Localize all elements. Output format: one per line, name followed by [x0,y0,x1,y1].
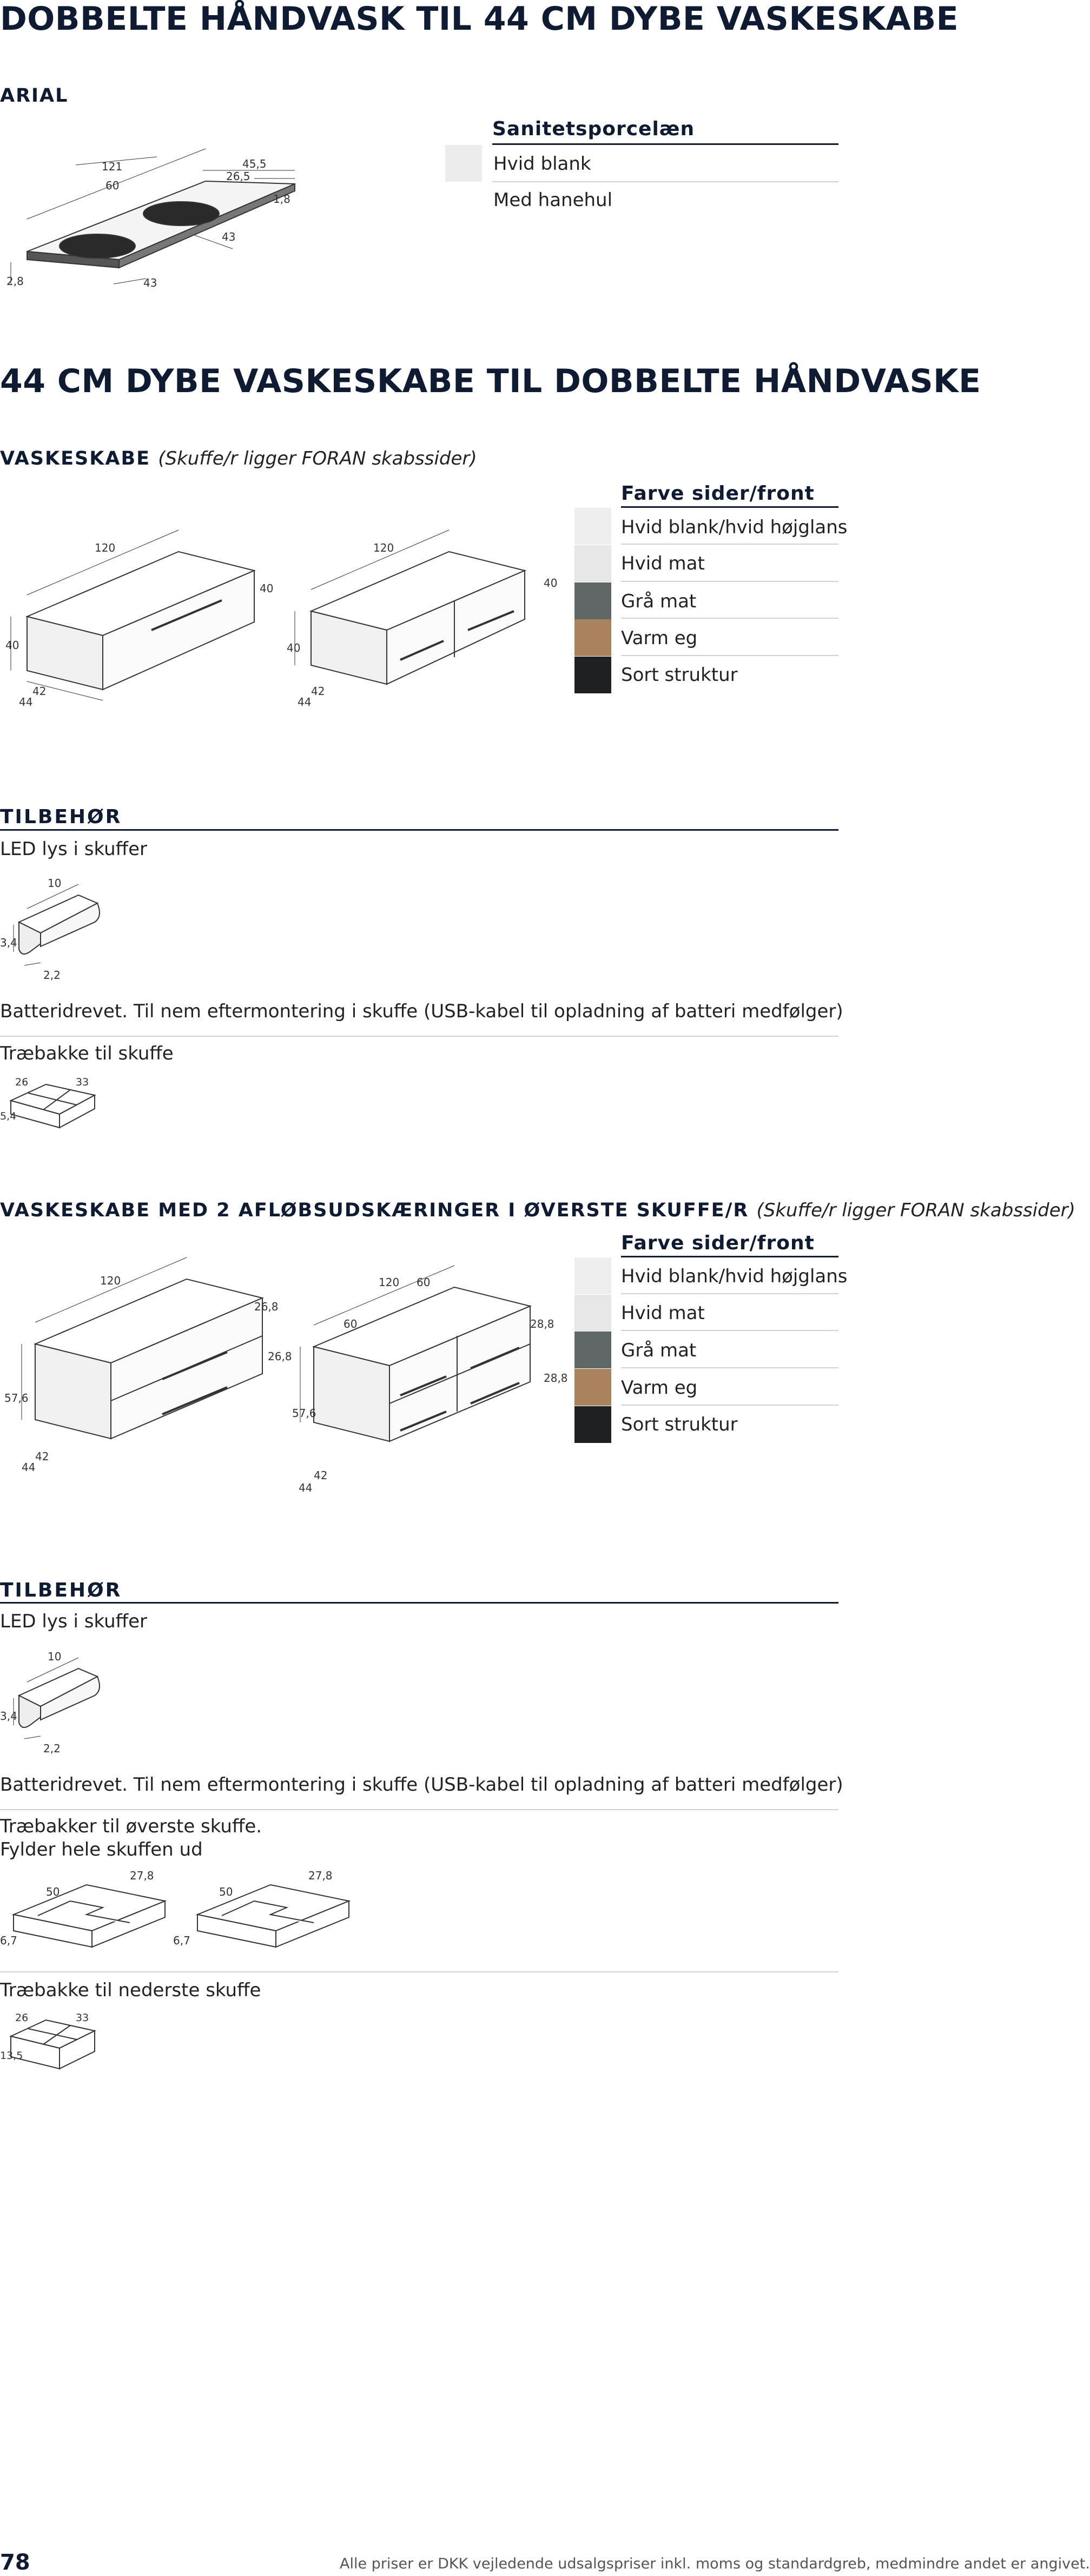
section-vaskeskabe-title: VASKESKABE [0,448,151,469]
dim-26-8-top: 26,8 [254,1300,279,1313]
tray-dim-50: 50 [219,1885,233,1898]
color-graa-mat-2[interactable]: Grå mat [621,1340,697,1361]
color-hvid-blank[interactable]: Hvid blank/hvid højglans [621,516,848,538]
color-graa-mat[interactable]: Grå mat [621,591,697,612]
tilbehor-header-2: TILBEHØR [0,1579,122,1601]
swatch-hvid-blank[interactable] [574,508,611,545]
tray-dim-6-7: 6,7 [173,1934,190,1947]
divider [621,1330,838,1331]
led-dim-2-2: 2,2 [43,1742,61,1755]
option-med-hanehul[interactable]: Med hanehul [493,189,613,211]
color-hvid-blank-2[interactable]: Hvid blank/hvid højglans [621,1266,848,1287]
dim-28-8: 28,8 [544,1372,568,1385]
dim-42: 42 [311,685,325,698]
led-dim-10: 10 [48,877,62,890]
dim-40-right: 40 [260,582,274,595]
battery-text-2: Batteridrevet. Til nem eftermontering i skuffe (USB-kabel til opladning af batteri medfølger) [0,1774,843,1796]
swatch-graa-mat[interactable] [574,582,611,619]
colors-rule [621,506,838,508]
option-hvid-blank[interactable]: Hvid blank [493,153,591,175]
colors-header: Farve sider/front [621,482,815,505]
dim-44: 44 [298,696,312,708]
tray-top-drawing-1 [0,1860,173,1969]
divider [0,1036,838,1037]
color-hvid-mat-2[interactable]: Hvid mat [621,1302,705,1324]
dim-121: 121 [102,160,123,173]
colors-header-2: Farve sider/front [621,1232,815,1254]
color-sort-struktur-2[interactable]: Sort struktur [621,1414,738,1435]
dim-120: 120 [100,1274,121,1287]
tilbehor-rule-2 [0,1602,838,1604]
color-varm-eg-2[interactable]: Varm eg [621,1377,698,1399]
tray-dim-6-7: 6,7 [0,1934,17,1947]
tray-top-drawing-2 [173,1860,357,1969]
tray-drawing [0,1074,103,1138]
dim-26-5: 26,5 [226,170,250,183]
dim-42: 42 [35,1450,49,1463]
dim-40-right: 40 [544,577,558,590]
swatch-varm-eg[interactable] [574,619,611,656]
tray-dim-26: 26 [15,2012,29,2024]
dim-43b: 43 [143,276,157,289]
led-label-2: LED lys i skuffer [0,1611,147,1632]
sanitet-header: Sanitetsporcelæn [492,118,695,140]
led-drawing-2 [0,1644,108,1760]
divider [492,181,838,182]
dim-45-5: 45,5 [242,157,267,170]
tray-top-label-2: Fylder hele skuffen ud [0,1839,203,1860]
dim-1-8: 1,8 [273,193,290,206]
swatch-varm-eg-2[interactable] [574,1369,611,1406]
dim-120: 120 [373,541,394,554]
led-dim-3-4: 3,4 [0,1710,17,1723]
section-afloeb-title: VASKESKABE MED 2 AFLØBSUDSKÆRINGER I ØVERSTE SKUFFE/R [0,1200,749,1221]
divider [0,1971,838,1972]
dim-26-8: 26,8 [268,1350,292,1363]
color-hvid-mat[interactable]: Hvid mat [621,553,705,574]
swatch-graa-mat-2[interactable] [574,1332,611,1368]
divider [621,1405,838,1406]
divider [621,581,838,582]
section-vaskeskabe-afloeb [0,1200,1075,1221]
sink-drawing [0,154,303,297]
dim-44: 44 [22,1461,36,1474]
tray-dim-26: 26 [15,1076,29,1088]
swatch-hvid-blank-2[interactable] [574,1257,611,1294]
divider [621,1367,838,1368]
section-vaskeskabe-note: (Skuffe/r ligger FORAN skabssider) [158,448,477,469]
cabinet-4-drawing [292,1255,573,1494]
tray-bottom-label: Træbakke til nederste skuffe [0,1979,261,2001]
swatch-hvid-blank[interactable] [445,145,482,182]
tray-dim-5-4: 5,4 [0,1110,17,1122]
footer-text: Alle priser er DKK vejledende udsalgspriser inkl. moms og standardgreb, medmindre andet er angivet. [340,2555,1090,2572]
tray-dim-27-8: 27,8 [308,1869,333,1882]
led-label: LED lys i skuffer [0,838,147,860]
dim-60: 60 [105,179,120,192]
swatch-sort-struktur[interactable] [574,657,611,693]
title-sinks: DOBBELTE HÅNDVASK TIL 44 CM DYBE VASKESKABE [0,0,959,38]
swatch-hvid-mat[interactable] [574,545,611,582]
cabinet-3-drawing [0,1255,292,1476]
color-varm-eg[interactable]: Varm eg [621,627,698,649]
section-vaskeskabe [0,448,477,469]
dim-42: 42 [32,685,47,698]
led-drawing [0,871,108,987]
color-sort-struktur[interactable]: Sort struktur [621,664,738,686]
swatch-sort-struktur-2[interactable] [574,1406,611,1443]
dim-60: 60 [343,1317,358,1330]
dim-57-6: 57,6 [4,1392,29,1405]
dim-120: 120 [95,541,116,554]
cabinet-1-drawing [0,519,287,719]
led-dim-10: 10 [48,1650,62,1663]
battery-text: Batteridrevet. Til nem eftermontering i skuffe (USB-kabel til opladning af batteri medfølger) [0,1001,843,1022]
tray-dim-27-8: 27,8 [130,1869,154,1882]
tray-bottom-drawing [0,2009,103,2080]
tray-dim-33: 33 [76,1076,89,1088]
colors-rule-2 [621,1256,838,1257]
tray-dim-33: 33 [76,2012,89,2024]
swatch-hvid-mat-2[interactable] [574,1295,611,1332]
divider [0,1809,838,1810]
led-dim-3-4: 3,4 [0,936,17,949]
dim-57-6: 57,6 [292,1407,316,1420]
title-cabinets: 44 CM DYBE VASKESKABE TIL DOBBELTE HÅNDVASKE [0,362,981,400]
dim-44: 44 [19,696,33,708]
dim-60-top: 60 [417,1276,431,1289]
dim-28-8-top: 28,8 [530,1317,554,1330]
sanitet-rule [492,143,838,145]
tray-label: Træbakke til skuffe [0,1043,174,1064]
dim-42: 42 [314,1469,328,1482]
dim-43a: 43 [222,230,236,243]
tilbehor-header: TILBEHØR [0,806,122,828]
tray-top-label: Træbakker til øverste skuffe. [0,1816,262,1837]
dim-2-8: 2,8 [6,275,24,288]
divider [621,1293,838,1294]
tilbehor-rule [0,829,838,831]
section-afloeb-note: (Skuffe/r ligger FORAN skabssider) [756,1200,1075,1221]
cabinet-2-drawing [287,519,573,719]
page-number: 78 [0,2550,30,2575]
tray-dim-50: 50 [46,1885,60,1898]
model-name-arial: ARIAL [0,85,69,107]
dim-40-left: 40 [287,641,301,654]
divider [621,618,838,619]
dim-40-left: 40 [5,639,19,652]
dim-44: 44 [299,1481,313,1494]
divider [621,655,838,656]
tray-dim-13-5: 13,5 [0,2050,23,2062]
led-dim-2-2: 2,2 [43,969,61,982]
dim-120: 120 [379,1276,400,1289]
divider [621,544,838,545]
